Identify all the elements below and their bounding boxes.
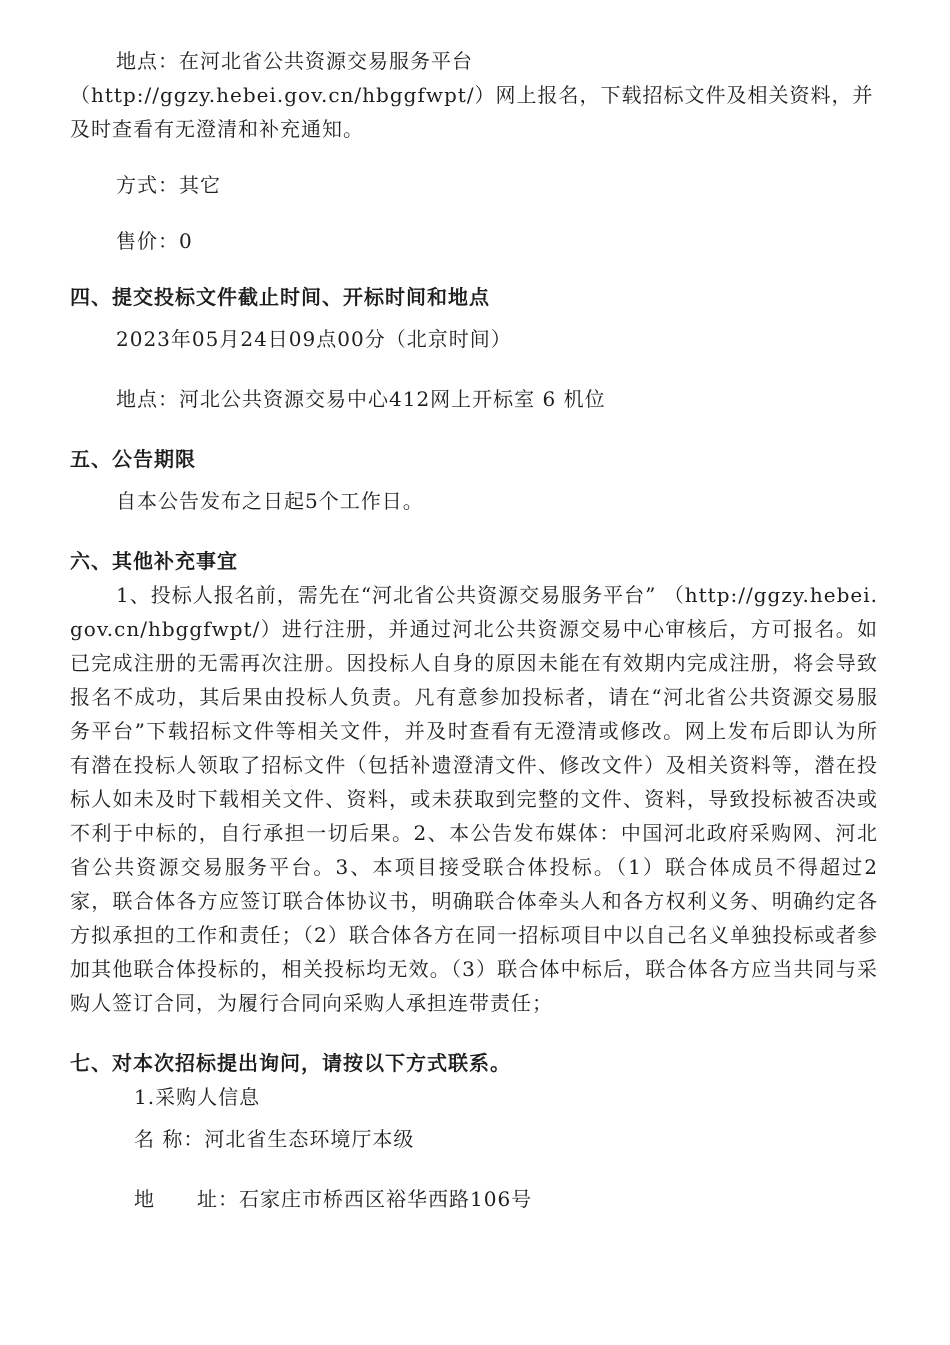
section-7-heading: 七、对本次招标提出询问，请按以下方式联系。 xyxy=(70,1051,511,1075)
acquisition-method: 方式：其它 xyxy=(116,173,221,197)
submission-deadline: 2023年05月24日09点00分（北京时间） xyxy=(116,327,512,351)
supplementary-matters: 1、投标人报名前，需先在“河北省公共资源交易服务平台” （http://ggzy.hebei.gov.cn/hbggfwpt/）进行注册，并通过河北公共资源交易中心审核后，方可报名。如已完成注册的无需再次注册。因投标人自身的原因未能在有效期内完成注册，将会导致报名不成功，其后果由投标人负责。凡有意参加投标者，请在“河北省公共资源交易服务平台”下载招标文件等相关文件，并及时查看有无澄清或修改。网上发布后即认为所有潜在投标人领取了招标文件（包括补遗澄清文件、修改文件）及相关资料等，潜在投标人如未及时下载相关文件、资料，或未获取到完整的文件、资料，导致投标被否决或不利于中标的，自行承担一切后果。2、本公告发布媒体：中国河北政府采购网、河北省公共资源交易服务平台。3、本项目接受联合体投标。（1）联合体成员不得超过2家，联合体各方应签订联合体协议书，明确联合体牵头人和各方权利义务、明确约定各方拟承担的工作和责任；（2）联合体各方在同一招标项目中以自己名义单独投标或者参加其他联合体投标的，相关投标均无效。（3）联合体中标后，联合体各方应当共同与采购人签订合同，为履行合同向采购人承担连带责任； xyxy=(70,583,878,1015)
registration-location-detail: （http://ggzy.hebei.gov.cn/hbggfwpt/）网上报名，下载招标文件及相关资料，并及时查看有无澄清和补充通知。 xyxy=(70,83,874,141)
registration-location-label: 地点：在河北省公共资源交易服务平台 xyxy=(116,49,473,73)
section-5-heading: 五、公告期限 xyxy=(70,447,196,471)
section-6-heading: 六、其他补充事宜 xyxy=(70,549,238,573)
purchaser-info-title: 1.采购人信息 xyxy=(134,1085,261,1109)
purchaser-name: 名 称：河北省生态环境厅本级 xyxy=(134,1127,415,1151)
document-price: 售价：0 xyxy=(116,229,193,253)
section-4-heading: 四、提交投标文件截止时间、开标时间和地点 xyxy=(70,285,490,309)
announcement-period: 自本公告发布之日起5个工作日。 xyxy=(116,489,424,513)
purchaser-address: 地 址：石家庄市桥西区裕华西路106号 xyxy=(134,1187,533,1211)
document-page xyxy=(70,44,878,1216)
bid-opening-location: 地点：河北公共资源交易中心412网上开标室 6 机位 xyxy=(116,387,606,411)
